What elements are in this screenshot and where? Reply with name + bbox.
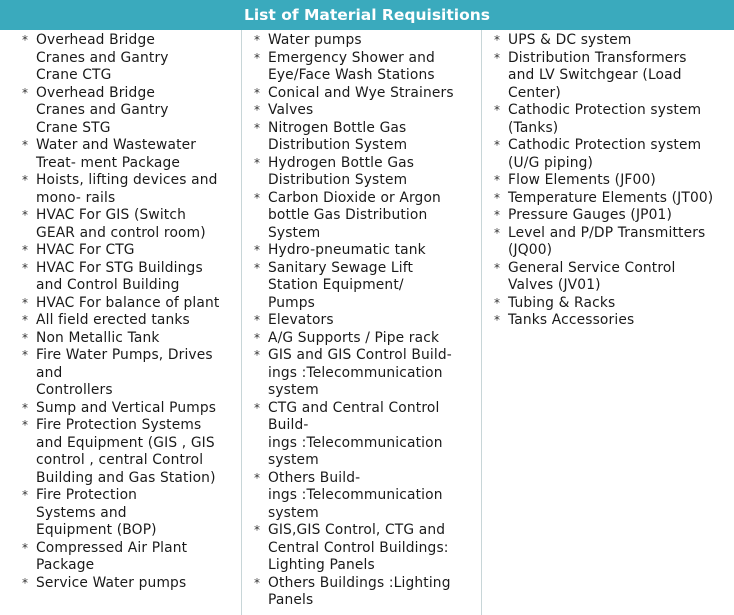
bullet-icon: * bbox=[494, 173, 501, 187]
item-text: Hoists, lifting devices and mono- rails bbox=[36, 172, 218, 206]
bullet-icon: * bbox=[22, 400, 29, 415]
bullet-icon: * bbox=[254, 523, 261, 537]
item-text: Overhead Bridge Cranes and Gantry Crane CTG bbox=[36, 32, 169, 83]
item-text: Others Buildings :Lighting Panels bbox=[268, 574, 451, 608]
list-item bbox=[242, 347, 481, 400]
list-item bbox=[0, 417, 241, 487]
bullet-icon: * bbox=[22, 575, 29, 590]
column-1 bbox=[0, 30, 241, 615]
item-text: Elevators bbox=[268, 312, 334, 328]
item-text: A/G Supports / Pipe rack bbox=[268, 329, 440, 346]
bullet-icon: * bbox=[254, 85, 261, 100]
bullet-icon: * bbox=[254, 243, 261, 257]
list-item bbox=[242, 242, 481, 260]
bullet-icon: * bbox=[494, 190, 501, 205]
bullet-icon: * bbox=[22, 540, 29, 555]
bullet-icon: * bbox=[254, 348, 261, 362]
list-item bbox=[242, 120, 481, 155]
bullet-icon: * bbox=[254, 470, 261, 485]
list-item bbox=[0, 207, 241, 242]
list-item bbox=[482, 172, 734, 190]
list-item bbox=[482, 207, 734, 225]
bullet-icon: * bbox=[22, 173, 29, 187]
list-item bbox=[0, 32, 241, 85]
item-text: Overhead Bridge Cranes and Gantry Crane STG bbox=[36, 84, 169, 136]
list-item bbox=[242, 260, 481, 313]
item-text: HVAC For GIS (Switch GEAR and control room) bbox=[36, 207, 206, 241]
bullet-icon: * bbox=[494, 295, 501, 310]
item-text: Hydro-pneumatic tank bbox=[268, 242, 426, 258]
bullet-icon: * bbox=[494, 260, 501, 275]
list-item bbox=[242, 575, 481, 610]
list-item bbox=[482, 102, 734, 137]
list-item bbox=[482, 295, 734, 313]
list-item bbox=[0, 330, 241, 348]
list-item bbox=[242, 50, 481, 85]
list-item bbox=[0, 260, 241, 295]
item-text: Sump and Vertical Pumps bbox=[36, 399, 217, 416]
bullet-icon: * bbox=[254, 190, 261, 205]
bullet-icon: * bbox=[22, 295, 29, 310]
bullet-icon: * bbox=[22, 33, 29, 47]
list-item bbox=[0, 347, 241, 400]
list-item bbox=[242, 190, 481, 243]
table-title: List of Material Requisitions bbox=[0, 0, 734, 30]
list-item bbox=[482, 260, 734, 295]
list-item bbox=[242, 102, 481, 120]
bullet-icon: * bbox=[22, 348, 29, 362]
item-text: Others Build- ings :Telecommunication system bbox=[268, 469, 443, 521]
bullet-icon: * bbox=[494, 103, 501, 117]
item-text: Sanitary Sewage Lift Station Equipment/ Pumps bbox=[268, 259, 414, 311]
list-item bbox=[482, 190, 734, 208]
bullet-icon: * bbox=[22, 208, 29, 222]
bullet-icon: * bbox=[22, 260, 29, 275]
item-text: Flow Elements (JF00) bbox=[508, 172, 656, 188]
item-text: Tubing & Racks bbox=[508, 294, 616, 311]
list-item bbox=[242, 155, 481, 190]
column-2 bbox=[241, 30, 481, 615]
bullet-icon: * bbox=[254, 313, 261, 327]
list-item bbox=[482, 225, 734, 260]
list-item bbox=[0, 540, 241, 575]
item-text: Distribution Transformers and LV Switchgear (Load Center) bbox=[508, 49, 687, 101]
bullet-icon: * bbox=[494, 33, 501, 47]
item-text: HVAC For CTG bbox=[36, 242, 135, 258]
bullet-icon: * bbox=[494, 50, 501, 65]
item-text: Non Metallic Tank bbox=[36, 329, 160, 346]
requisition-list-1 bbox=[0, 30, 241, 592]
bullet-icon: * bbox=[254, 33, 261, 47]
list-item bbox=[242, 330, 481, 348]
item-text: All field erected tanks bbox=[36, 312, 190, 328]
item-text: Cathodic Protection system (U/G piping) bbox=[508, 137, 702, 171]
item-text: Compressed Air Plant Package bbox=[36, 539, 188, 573]
item-text: UPS & DC system bbox=[508, 32, 632, 48]
list-item bbox=[242, 470, 481, 523]
bullet-icon: * bbox=[254, 120, 261, 135]
item-text: CTG and Central Control Build- ings :Telecommunication system bbox=[268, 399, 443, 468]
item-text: Level and P/DP Transmitters (JQ00) bbox=[508, 224, 706, 258]
item-text: Temperature Elements (JT00) bbox=[508, 189, 714, 206]
requisition-list-2 bbox=[242, 30, 481, 610]
bullet-icon: * bbox=[254, 50, 261, 65]
bullet-icon: * bbox=[494, 208, 501, 222]
item-text: Water and Wastewater Treat- ment Package bbox=[36, 137, 197, 171]
list-item bbox=[242, 522, 481, 575]
requisition-list-3 bbox=[482, 30, 734, 330]
item-text: Pressure Gauges (JP01) bbox=[508, 207, 673, 223]
list-item bbox=[0, 487, 241, 540]
list-item bbox=[482, 50, 734, 103]
item-text: Conical and Wye Strainers bbox=[268, 84, 454, 101]
bullet-icon: * bbox=[254, 575, 261, 590]
item-text: GIS,GIS Control, CTG and Central Control Buildings: Lighting Panels bbox=[268, 522, 449, 573]
bullet-icon: * bbox=[22, 243, 29, 257]
list-item bbox=[0, 400, 241, 418]
item-text: Fire Water Pumps, Drives and Controllers bbox=[36, 347, 213, 398]
list-item bbox=[242, 400, 481, 470]
list-item bbox=[0, 172, 241, 207]
list-item bbox=[482, 137, 734, 172]
item-text: Nitrogen Bottle Gas Distribution System bbox=[268, 119, 408, 153]
bullet-icon: * bbox=[22, 313, 29, 327]
item-text: HVAC For STG Buildings and Control Building bbox=[36, 259, 203, 293]
column-3 bbox=[481, 30, 734, 615]
list-item bbox=[0, 575, 241, 593]
bullet-icon: * bbox=[22, 138, 29, 152]
item-text: Fire Protection Systems and Equipment (BOP) bbox=[36, 487, 157, 538]
bullet-icon: * bbox=[22, 418, 29, 432]
bullet-icon: * bbox=[494, 313, 501, 327]
list-item bbox=[0, 137, 241, 172]
bullet-icon: * bbox=[22, 488, 29, 502]
bullet-icon: * bbox=[254, 260, 261, 275]
list-item bbox=[482, 312, 734, 330]
list-item bbox=[0, 85, 241, 138]
list-item bbox=[0, 242, 241, 260]
list-item bbox=[0, 312, 241, 330]
bullet-icon: * bbox=[254, 103, 261, 117]
item-text: GIS and GIS Control Build- ings :Telecommunication system bbox=[268, 347, 452, 398]
item-text: Water pumps bbox=[268, 32, 362, 48]
bullet-icon: * bbox=[494, 225, 501, 240]
bullet-icon: * bbox=[494, 138, 501, 152]
item-text: Cathodic Protection system (Tanks) bbox=[508, 102, 702, 136]
item-text: Hydrogen Bottle Gas Distribution System bbox=[268, 154, 415, 188]
bullet-icon: * bbox=[22, 330, 29, 345]
bullet-icon: * bbox=[254, 155, 261, 170]
bullet-icon: * bbox=[254, 400, 261, 415]
item-text: Tanks Accessories bbox=[508, 312, 635, 328]
item-text: Carbon Dioxide or Argon bottle Gas Distribution System bbox=[268, 189, 441, 241]
bullet-icon: * bbox=[254, 330, 261, 345]
bullet-icon: * bbox=[22, 85, 29, 100]
item-text: General Service Control Valves (JV01) bbox=[508, 259, 676, 293]
item-text: Service Water pumps bbox=[36, 574, 187, 591]
item-text: HVAC For balance of plant bbox=[36, 294, 220, 311]
item-text: Fire Protection Systems and Equipment (GIS , GIS control , central Control Building and Gas Station) bbox=[36, 417, 216, 486]
list-item bbox=[242, 85, 481, 103]
item-text: Valves bbox=[268, 102, 314, 118]
item-text: Emergency Shower and Eye/Face Wash Stations bbox=[268, 49, 435, 83]
list-item bbox=[482, 32, 734, 50]
list-item bbox=[242, 312, 481, 330]
list-item bbox=[0, 295, 241, 313]
list-item bbox=[242, 32, 481, 50]
